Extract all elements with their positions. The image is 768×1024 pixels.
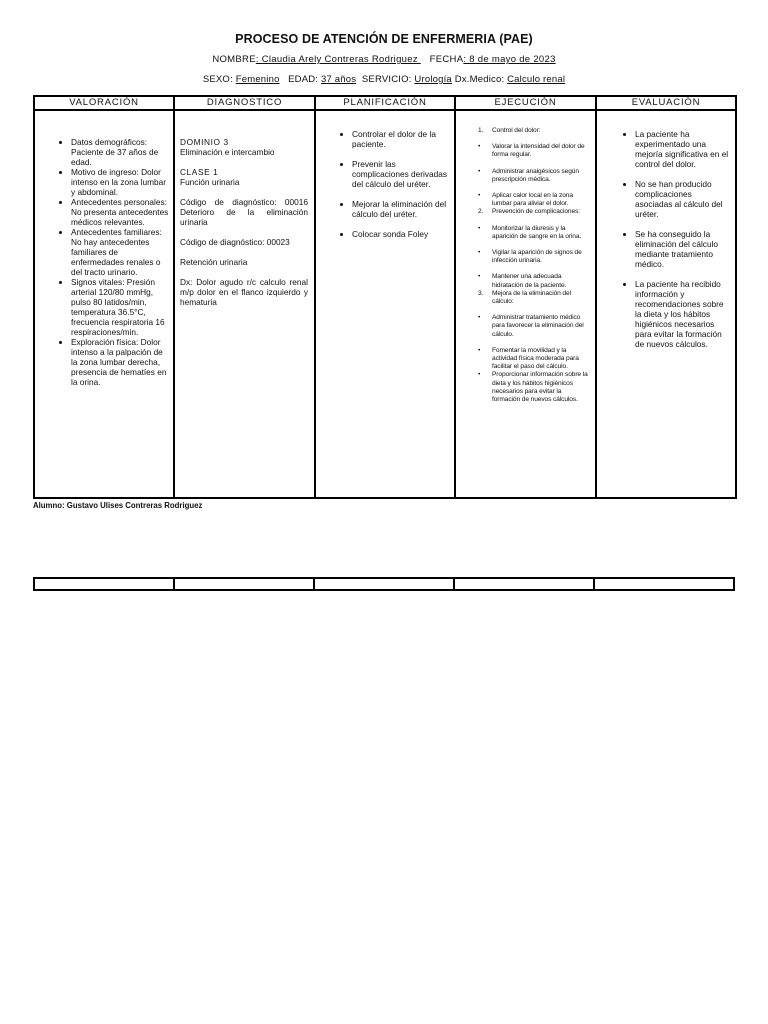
list-item: • Prevenir las complicaciones derivadas del cálculo del uréter. <box>352 159 448 189</box>
list-item <box>478 249 589 265</box>
item-text: Valorar la intensidad del dolor de forma regular. <box>492 143 585 159</box>
item-text: Administrar analgésicos según prescripción médica. <box>492 167 579 183</box>
diagnosis-code-1: Código de diagnóstico: 00016 Deterioro de la eliminación urinaria <box>180 197 308 227</box>
dx-label: Dx.Medico: <box>454 74 508 85</box>
list-item <box>478 314 589 339</box>
edad-label: EDAD: <box>288 74 321 85</box>
bullet-icon: • <box>478 224 481 232</box>
dx-statement: Dx: Dolor agudo r/c calculo renal m/p dolor en el flanco izquierdo y hematuria <box>180 277 308 307</box>
servicio-label: SERVICIO: <box>361 74 415 85</box>
heading-text: Mejora de la eliminación del cálculo: <box>492 289 571 306</box>
list-item <box>478 143 589 159</box>
diagnosis-code-2: Código de diagnóstico: 00023 <box>180 237 290 247</box>
bullet-icon: • <box>478 314 481 322</box>
numbered-heading <box>478 290 589 306</box>
clase-label: CLASE 1 <box>180 167 219 177</box>
bullet-icon: • <box>478 167 481 175</box>
item-text: Monitorizar la diuresis y la aparición de sangre en la orina. <box>492 224 582 240</box>
nombre-label: NOMBRE <box>212 54 256 65</box>
list-item <box>478 347 589 372</box>
pae-table <box>33 95 737 499</box>
ejecucion-cell <box>455 110 596 498</box>
list-item: • Controlar el dolor de la paciente. <box>352 129 448 149</box>
empty-cell <box>314 578 454 590</box>
valoracion-cell <box>34 110 174 498</box>
column-header-diagnostico: DIAGNOSTICO <box>174 96 315 110</box>
column-header-valoracion: VALORACIÓN <box>34 96 174 110</box>
list-item <box>478 168 589 184</box>
empty-cell <box>454 578 594 590</box>
edad-value: 37 años <box>320 74 357 85</box>
clase-desc: Función urinaria <box>180 177 240 187</box>
item-text: Fomentar la movilidad y la actividad física moderada para facilitar el paso del cálculo. <box>492 346 579 371</box>
evaluacion-cell <box>596 110 736 498</box>
bullet-icon: • <box>478 143 481 151</box>
table-row <box>34 110 736 498</box>
list-item: • Se ha conseguido la eliminación del cálculo mediante tratamiento médico. <box>635 229 729 269</box>
retencion-urinaria: Retención urinaria <box>180 257 248 267</box>
number-marker: 2. <box>478 208 484 216</box>
planificacion-cell <box>315 110 455 498</box>
column-header-planificacion: PLANIFICACIÓN <box>315 96 455 110</box>
sexo-label: SEXO: <box>202 74 236 85</box>
bullet-icon: • <box>478 192 481 200</box>
numbered-heading <box>478 127 589 135</box>
list-item: • Datos demográficos: Paciente de 37 años de edad. <box>71 137 169 167</box>
list-item: • No se han producido complicaciones asociadas al cálculo del uréter. <box>635 179 729 219</box>
list-item: • Signos vitales: Presión arterial 120/80 mmHg, pulso 80 latidos/min, temperatura 36.5°C, frecuencia respiratoria 16 respiraciones/min. <box>71 277 169 337</box>
empty-cell <box>594 578 734 590</box>
item-text: Vigilar la aparición de signos de infección urinaria. <box>492 249 582 265</box>
column-header-evaluacion: EVALUACIÓN <box>596 96 736 110</box>
list-item: • La paciente ha experimentado una mejoría significativa en el control del dolor. <box>635 129 729 169</box>
bullet-icon: • <box>478 273 481 281</box>
servicio-value: Urología <box>414 74 452 85</box>
heading-text: Control del dolor: <box>492 127 541 134</box>
nombre-value: : Claudia Arely Contreras Rodriguez <box>255 54 421 65</box>
number-marker: 3. <box>478 289 484 297</box>
patient-name-date-line <box>0 54 768 65</box>
dx-value: Calculo renal <box>507 74 566 85</box>
list-item: • La paciente ha recibido información y recomendaciones sobre la dieta y los hábitos higiénicos necesarios para evitar la formación de nuevos cálculos. <box>635 279 729 349</box>
list-item: • Mejorar la eliminación del cálculo del uréter. <box>352 199 448 219</box>
student-name: Alumno: Gustavo Ulises Contreras Rodriguez <box>33 501 203 510</box>
bullet-icon: • <box>478 249 481 257</box>
list-item <box>478 192 589 208</box>
empty-cell <box>174 578 314 590</box>
empty-cell <box>34 578 174 590</box>
item-text: Mantener una adecuada hidratación de la paciente. <box>492 273 567 289</box>
list-item: • Motivo de ingreso: Dolor intenso en la zona lumbar y abdominal. <box>71 167 169 197</box>
heading-text: Prevención de complicaciones: <box>492 208 580 216</box>
bullet-icon: • <box>478 371 481 379</box>
item-text: Aplicar calor local en la zona lumbar para aliviar el dolor. <box>492 192 573 208</box>
list-item <box>478 273 589 289</box>
patient-info-line <box>0 74 768 85</box>
table-header-row <box>34 96 736 110</box>
number-marker: 1. <box>478 127 484 134</box>
list-item: • Exploración física: Dolor intenso a la palpación de la zona lumbar derecha, presencia de hematíes en la orina. <box>71 337 169 387</box>
fecha-value: : 8 de mayo de 2023 <box>463 54 556 65</box>
fecha-label: FECHA <box>429 54 464 65</box>
item-text: Proporcionar información sobre la dieta y los hábitos higiénicos necesarios para evitar la formación de nuevos cálculos. <box>492 371 588 404</box>
list-item: • Antecedentes personales: No presenta antecedentes médicos relevantes. <box>71 197 169 227</box>
empty-table-row <box>33 577 735 591</box>
list-item <box>478 371 589 404</box>
bullet-icon: • <box>478 346 481 354</box>
dominio-desc: Eliminación e intercambio <box>180 147 275 157</box>
dominio-label: DOMINIO 3 <box>180 137 229 147</box>
list-item: • Antecedentes familiares: No hay antecedentes familiares de enfermedades renales o del tracto urinario. <box>71 227 169 277</box>
column-header-ejecucion: EJECUCIÓN <box>455 96 596 110</box>
diagnostico-cell <box>174 110 315 498</box>
list-item <box>478 225 589 241</box>
numbered-heading <box>478 208 589 216</box>
list-item: • Colocar sonda Foley <box>352 229 448 239</box>
sexo-value: Femenino <box>235 74 280 85</box>
item-text: Administrar tratamiento médico para favorecer la eliminación del cálculo. <box>492 314 584 338</box>
page-title: PROCESO DE ATENCIÓN DE ENFERMERIA (PAE) <box>235 32 533 46</box>
